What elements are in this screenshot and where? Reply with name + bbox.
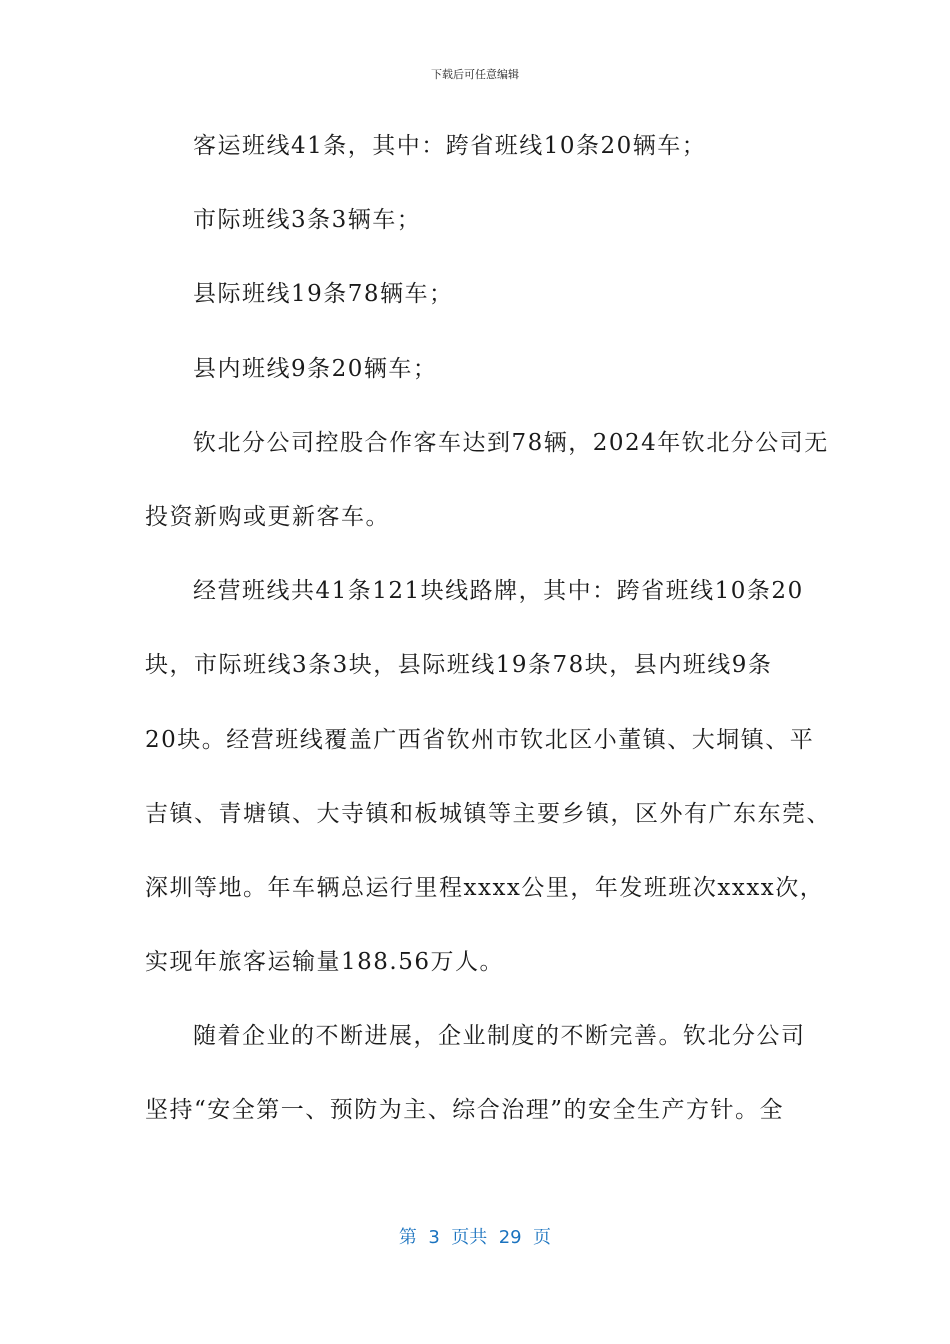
paragraph-line: 县际班线19条78辆车； — [193, 281, 454, 308]
page-header-note: 下载后可任意编辑 — [431, 68, 519, 81]
paragraph-line: 钦北分公司控股合作客车达到78辆，2024年钦北分公司无 — [193, 429, 829, 456]
paragraph-line: 块，市际班线3条3块，县际班线19条78块，县内班线9条 — [145, 652, 773, 679]
paragraph-line: 随着企业的不断进展，企业制度的不断完善。钦北分公司 — [193, 1023, 806, 1050]
document-body — [145, 125, 831, 1164]
paragraph-line: 投资新购或更新客车。 — [145, 503, 390, 530]
paragraph-line: 深圳等地。年车辆总运行里程xxxx公里，年发班班次xxxx次， — [145, 874, 825, 901]
paragraph-line: 吉镇、青塘镇、大寺镇和板城镇等主要乡镇，区外有广东东莞、 — [145, 800, 831, 827]
paragraph-line: 市际班线3条3辆车； — [193, 207, 422, 234]
page-number-footer: 第 3 页共 29 页 — [398, 1227, 552, 1248]
paragraph-line: 客运班线41条，其中：跨省班线10条20辆车； — [193, 133, 707, 159]
paragraph-line: 县内班线9条20辆车； — [193, 355, 438, 382]
paragraph-line: 20块。经营班线覆盖广西省钦州市钦北区小董镇、大垌镇、平 — [145, 726, 815, 753]
paragraph-line: 坚持“安全第一、预防为主、综合治理”的安全生产方针。全 — [145, 1097, 785, 1124]
paragraph-line: 经营班线共41条121块线路牌，其中：跨省班线10条20 — [193, 578, 804, 605]
paragraph-line: 实现年旅客运输量188.56万人。 — [145, 949, 504, 976]
